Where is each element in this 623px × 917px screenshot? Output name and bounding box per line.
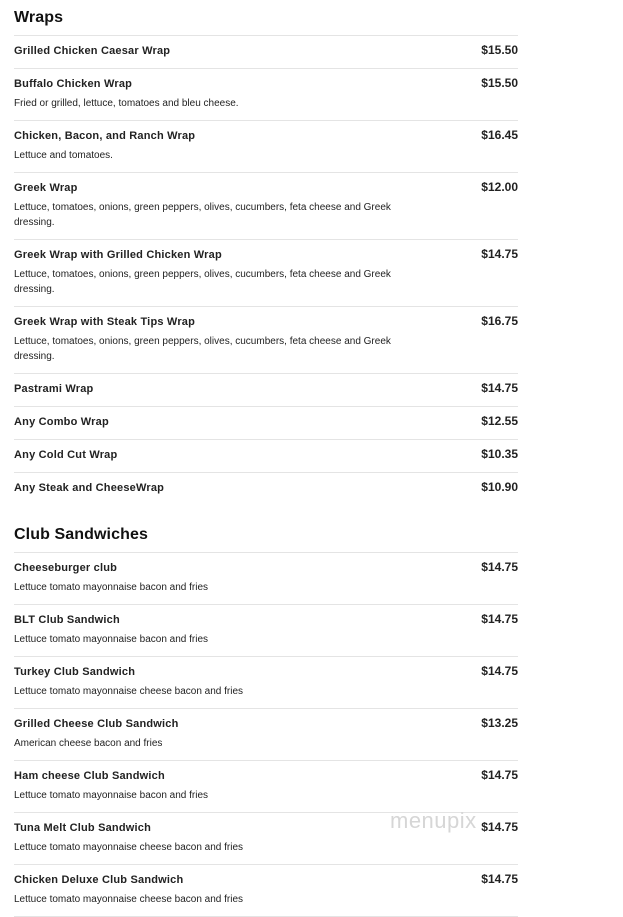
item-name: Tuna Melt Club Sandwich <box>14 822 152 834</box>
menu-item <box>14 240 518 307</box>
menu-item <box>14 121 518 173</box>
menu-item <box>14 173 518 240</box>
item-price: $14.75 <box>481 612 518 626</box>
menu <box>14 0 518 917</box>
item-name: Cheeseburger club <box>14 562 118 574</box>
item-name: BLT Club Sandwich <box>14 614 120 626</box>
section-title-wraps: Wraps <box>14 0 518 36</box>
item-price: $10.35 <box>481 447 518 461</box>
item-price: $14.75 <box>481 872 518 886</box>
item-name: Turkey Club Sandwich <box>14 666 136 678</box>
item-description: Lettuce, tomatoes, onions, green peppers, olives, cucumbers, feta cheese and Greek dressing. <box>14 269 391 295</box>
item-price: $16.75 <box>481 314 518 328</box>
menu-item <box>14 657 518 709</box>
item-price: $16.45 <box>481 128 518 142</box>
item-description: Lettuce tomato mayonnaise bacon and fries <box>14 634 209 645</box>
item-description: Lettuce tomato mayonnaise cheese bacon and fries <box>14 842 244 853</box>
menu-item <box>14 69 518 121</box>
item-price: $12.55 <box>481 414 518 428</box>
menu-item <box>14 865 518 917</box>
item-description: Lettuce tomato mayonnaise bacon and fries <box>14 582 209 593</box>
item-price: $10.90 <box>481 480 518 494</box>
menu-item <box>14 36 518 69</box>
item-description: Fried or grilled, lettuce, tomatoes and bleu cheese. <box>14 98 239 109</box>
item-description: Lettuce, tomatoes, onions, green peppers, olives, cucumbers, feta cheese and Greek dressing. <box>14 202 391 228</box>
menu-item <box>14 605 518 657</box>
menu-item <box>14 374 518 407</box>
item-description: Lettuce, tomatoes, onions, green peppers, olives, cucumbers, feta cheese and Greek dressing. <box>14 336 391 362</box>
item-name: Greek Wrap with Grilled Chicken Wrap <box>14 249 222 261</box>
item-name: Pastrami Wrap <box>14 383 94 395</box>
section-title-club-sandwiches: Club Sandwiches <box>14 517 518 553</box>
item-name: Buffalo Chicken Wrap <box>14 78 133 90</box>
item-name: Chicken Deluxe Club Sandwich <box>14 874 184 886</box>
item-description: Lettuce tomato mayonnaise bacon and fries <box>14 790 209 801</box>
item-name: Any Combo Wrap <box>14 416 109 428</box>
item-price: $13.25 <box>481 716 518 730</box>
item-name: Grilled Cheese Club Sandwich <box>14 718 179 730</box>
item-price: $12.00 <box>481 180 518 194</box>
item-name: Greek Wrap <box>14 182 78 194</box>
item-name: Chicken, Bacon, and Ranch Wrap <box>14 130 196 142</box>
menu-item <box>14 407 518 440</box>
item-price: $14.75 <box>481 820 518 834</box>
item-name: Ham cheese Club Sandwich <box>14 770 165 782</box>
item-description: Lettuce tomato mayonnaise cheese bacon and fries <box>14 686 244 697</box>
item-price: $14.75 <box>481 247 518 261</box>
menu-item <box>14 473 518 505</box>
item-name: Grilled Chicken Caesar Wrap <box>14 45 171 57</box>
item-description: Lettuce and tomatoes. <box>14 150 113 161</box>
menu-item <box>14 553 518 605</box>
menu-item <box>14 440 518 473</box>
item-price: $14.75 <box>481 768 518 782</box>
item-price: $14.75 <box>481 664 518 678</box>
item-name: Any Cold Cut Wrap <box>14 449 118 461</box>
menu-item <box>14 761 518 813</box>
item-name: Any Steak and CheeseWrap <box>14 482 165 494</box>
item-price: $15.50 <box>481 76 518 90</box>
item-price: $14.75 <box>481 381 518 395</box>
item-description: American cheese bacon and fries <box>14 738 163 749</box>
item-name: Greek Wrap with Steak Tips Wrap <box>14 316 196 328</box>
item-price: $15.50 <box>481 43 518 57</box>
menu-item <box>14 709 518 761</box>
item-description: Lettuce tomato mayonnaise cheese bacon and fries <box>14 894 244 905</box>
item-price: $14.75 <box>481 560 518 574</box>
menu-item <box>14 307 518 374</box>
watermark-logo: menupix <box>390 808 477 833</box>
